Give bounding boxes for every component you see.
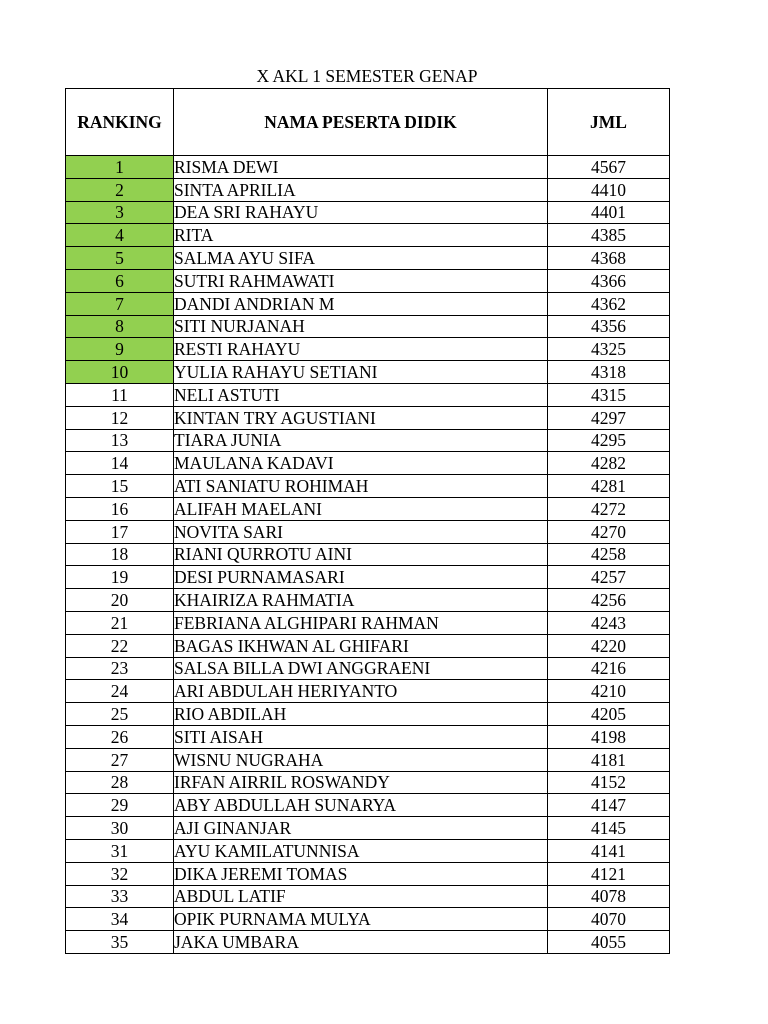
total-score-cell: 4315 (548, 383, 670, 406)
rank-cell: 19 (66, 566, 174, 589)
student-name-cell: AJI GINANJAR (174, 817, 548, 840)
student-name-cell: ALIFAH MAELANI (174, 497, 548, 520)
student-name-cell: SUTRI RAHMAWATI (174, 269, 548, 292)
table-row (66, 725, 670, 748)
rank-cell: 17 (66, 520, 174, 543)
table-row (66, 794, 670, 817)
total-score-cell: 4181 (548, 748, 670, 771)
rank-cell: 31 (66, 839, 174, 862)
total-score-cell: 4145 (548, 817, 670, 840)
student-name-cell: NOVITA SARI (174, 520, 548, 543)
student-name-cell: IRFAN AIRRIL ROSWANDY (174, 771, 548, 794)
rank-cell: 5 (66, 247, 174, 270)
rank-cell: 26 (66, 725, 174, 748)
table-row (66, 338, 670, 361)
student-name-cell: WISNU NUGRAHA (174, 748, 548, 771)
table-row (66, 429, 670, 452)
total-score-cell: 4282 (548, 452, 670, 475)
total-score-cell: 4410 (548, 178, 670, 201)
table-row (66, 931, 670, 954)
table-row (66, 862, 670, 885)
ranking-table (65, 88, 670, 954)
table-row (66, 361, 670, 384)
total-score-cell: 4070 (548, 908, 670, 931)
table-row (66, 771, 670, 794)
student-name-cell: YULIA RAHAYU SETIANI (174, 361, 548, 384)
student-name-cell: RESTI RAHAYU (174, 338, 548, 361)
rank-cell: 22 (66, 634, 174, 657)
student-name-cell: ATI SANIATU ROHIMAH (174, 475, 548, 498)
table-row (66, 817, 670, 840)
rank-cell: 12 (66, 406, 174, 429)
total-score-cell: 4198 (548, 725, 670, 748)
student-name-cell: RITA (174, 224, 548, 247)
student-name-cell: SALMA AYU SIFA (174, 247, 548, 270)
rank-cell: 27 (66, 748, 174, 771)
student-name-cell: KINTAN TRY AGUSTIANI (174, 406, 548, 429)
table-body (66, 156, 670, 954)
total-score-cell: 4152 (548, 771, 670, 794)
rank-cell: 4 (66, 224, 174, 247)
table-row (66, 885, 670, 908)
total-score-cell: 4121 (548, 862, 670, 885)
rank-cell: 11 (66, 383, 174, 406)
rank-cell: 35 (66, 931, 174, 954)
total-score-cell: 4366 (548, 269, 670, 292)
rank-cell: 30 (66, 817, 174, 840)
rank-cell: 9 (66, 338, 174, 361)
table-row (66, 634, 670, 657)
student-name-cell: RIANI QURROTU AINI (174, 543, 548, 566)
rank-cell: 25 (66, 703, 174, 726)
student-name-cell: JAKA UMBARA (174, 931, 548, 954)
rank-cell: 10 (66, 361, 174, 384)
total-score-cell: 4356 (548, 315, 670, 338)
rank-cell: 24 (66, 680, 174, 703)
student-name-cell: KHAIRIZA RAHMATIA (174, 589, 548, 612)
student-name-cell: SITI AISAH (174, 725, 548, 748)
rank-cell: 32 (66, 862, 174, 885)
total-score-cell: 4243 (548, 611, 670, 634)
table-row (66, 383, 670, 406)
student-name-cell: NELI ASTUTI (174, 383, 548, 406)
student-name-cell: OPIK PURNAMA MULYA (174, 908, 548, 931)
table-row (66, 315, 670, 338)
table-row (66, 680, 670, 703)
total-score-cell: 4055 (548, 931, 670, 954)
total-score-cell: 4205 (548, 703, 670, 726)
table-row (66, 156, 670, 179)
table-row (66, 201, 670, 224)
total-score-cell: 4210 (548, 680, 670, 703)
column-header-total: JML (548, 89, 670, 156)
student-name-cell: RIO ABDILAH (174, 703, 548, 726)
table-row (66, 543, 670, 566)
rank-cell: 7 (66, 292, 174, 315)
table-row (66, 497, 670, 520)
total-score-cell: 4270 (548, 520, 670, 543)
rank-cell: 1 (66, 156, 174, 179)
student-name-cell: ARI ABDULAH HERIYANTO (174, 680, 548, 703)
student-name-cell: DEA SRI RAHAYU (174, 201, 548, 224)
rank-cell: 21 (66, 611, 174, 634)
total-score-cell: 4401 (548, 201, 670, 224)
table-row (66, 908, 670, 931)
column-header-ranking: RANKING (66, 89, 174, 156)
rank-cell: 28 (66, 771, 174, 794)
table-row (66, 748, 670, 771)
total-score-cell: 4362 (548, 292, 670, 315)
rank-cell: 18 (66, 543, 174, 566)
total-score-cell: 4258 (548, 543, 670, 566)
table-row (66, 657, 670, 680)
total-score-cell: 4318 (548, 361, 670, 384)
total-score-cell: 4257 (548, 566, 670, 589)
rank-cell: 15 (66, 475, 174, 498)
total-score-cell: 4385 (548, 224, 670, 247)
total-score-cell: 4256 (548, 589, 670, 612)
student-name-cell: DANDI ANDRIAN M (174, 292, 548, 315)
total-score-cell: 4297 (548, 406, 670, 429)
total-score-cell: 4295 (548, 429, 670, 452)
total-score-cell: 4141 (548, 839, 670, 862)
total-score-cell: 4272 (548, 497, 670, 520)
student-name-cell: TIARA JUNIA (174, 429, 548, 452)
total-score-cell: 4368 (548, 247, 670, 270)
student-name-cell: DIKA JEREMI TOMAS (174, 862, 548, 885)
student-name-cell: SITI NURJANAH (174, 315, 548, 338)
total-score-cell: 4220 (548, 634, 670, 657)
table-row (66, 452, 670, 475)
student-name-cell: SINTA APRILIA (174, 178, 548, 201)
total-score-cell: 4567 (548, 156, 670, 179)
document-title: X AKL 1 SEMESTER GENAP (256, 66, 478, 86)
rank-cell: 3 (66, 201, 174, 224)
table-row (66, 178, 670, 201)
rank-cell: 6 (66, 269, 174, 292)
total-score-cell: 4325 (548, 338, 670, 361)
table-row (66, 703, 670, 726)
table-row (66, 566, 670, 589)
student-name-cell: MAULANA KADAVI (174, 452, 548, 475)
rank-cell: 2 (66, 178, 174, 201)
table-row (66, 475, 670, 498)
student-name-cell: FEBRIANA ALGHIPARI RAHMAN (174, 611, 548, 634)
student-name-cell: DESI PURNAMASARI (174, 566, 548, 589)
total-score-cell: 4147 (548, 794, 670, 817)
rank-cell: 14 (66, 452, 174, 475)
student-name-cell: AYU KAMILATUNNISA (174, 839, 548, 862)
student-name-cell: SALSA BILLA DWI ANGGRAENI (174, 657, 548, 680)
table-header (66, 89, 670, 156)
rank-cell: 33 (66, 885, 174, 908)
student-name-cell: ABDUL LATIF (174, 885, 548, 908)
total-score-cell: 4281 (548, 475, 670, 498)
student-name-cell: RISMA DEWI (174, 156, 548, 179)
table-row (66, 589, 670, 612)
table-row (66, 224, 670, 247)
rank-cell: 20 (66, 589, 174, 612)
column-header-name: NAMA PESERTA DIDIK (174, 89, 548, 156)
table-row (66, 406, 670, 429)
rank-cell: 16 (66, 497, 174, 520)
table-row (66, 839, 670, 862)
table-row (66, 247, 670, 270)
student-name-cell: ABY ABDULLAH SUNARYA (174, 794, 548, 817)
total-score-cell: 4216 (548, 657, 670, 680)
rank-cell: 34 (66, 908, 174, 931)
rank-cell: 23 (66, 657, 174, 680)
table-row (66, 269, 670, 292)
total-score-cell: 4078 (548, 885, 670, 908)
student-name-cell: BAGAS IKHWAN AL GHIFARI (174, 634, 548, 657)
rank-cell: 29 (66, 794, 174, 817)
table-row (66, 292, 670, 315)
rank-cell: 8 (66, 315, 174, 338)
table-row (66, 611, 670, 634)
header-row (66, 89, 670, 156)
rank-cell: 13 (66, 429, 174, 452)
table-row (66, 520, 670, 543)
